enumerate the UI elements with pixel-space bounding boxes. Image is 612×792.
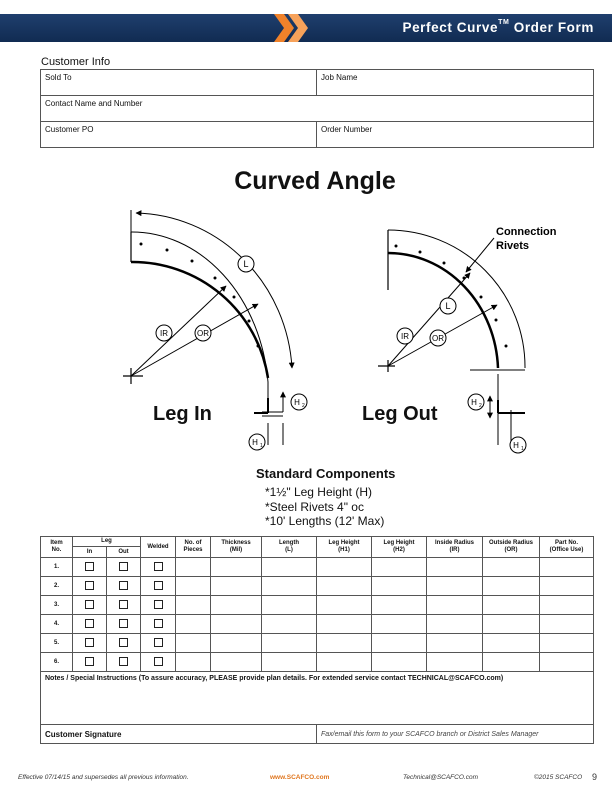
- contact-field[interactable]: Contact Name and Number: [41, 96, 594, 122]
- pieces-cell[interactable]: [176, 634, 211, 653]
- thickness-cell[interactable]: [211, 615, 262, 634]
- row-number: 3.: [41, 596, 73, 615]
- or-cell[interactable]: [483, 634, 540, 653]
- page-header-title: Perfect Curve™ Order Form: [402, 19, 594, 35]
- thickness-cell[interactable]: [211, 577, 262, 596]
- leg-out-checkbox[interactable]: [107, 653, 141, 672]
- length-cell[interactable]: [262, 558, 317, 577]
- leg-height-h2-header: Leg Height (H2): [372, 537, 427, 558]
- table-row: [41, 596, 594, 615]
- leg-in-ir-label: IR: [160, 329, 168, 338]
- order-table: [40, 536, 594, 744]
- thickness-cell[interactable]: [211, 653, 262, 672]
- welded-checkbox[interactable]: [141, 653, 176, 672]
- leg-in-checkbox[interactable]: [73, 615, 107, 634]
- pieces-cell[interactable]: [176, 615, 211, 634]
- h2-cell[interactable]: [372, 577, 427, 596]
- leg-in-checkbox[interactable]: [73, 577, 107, 596]
- table-row: [41, 577, 594, 596]
- leg-in-h1-sub: 1: [260, 443, 263, 449]
- leg-in-checkbox[interactable]: [73, 634, 107, 653]
- table-row: [41, 558, 594, 577]
- pieces-header: No. of Pieces: [176, 537, 211, 558]
- footer-copyright: ©2015 SCAFCO: [534, 774, 583, 781]
- length-cell[interactable]: [262, 596, 317, 615]
- leg-out-or-label: OR: [432, 334, 444, 343]
- ir-cell[interactable]: [427, 653, 483, 672]
- leg-out-checkbox[interactable]: [107, 577, 141, 596]
- leg-out-checkbox[interactable]: [107, 615, 141, 634]
- leg-out-label: Leg Out: [362, 403, 438, 425]
- pieces-cell[interactable]: [176, 558, 211, 577]
- leg-out-h2-sub: 2: [479, 403, 482, 409]
- h2-cell[interactable]: [372, 653, 427, 672]
- notes-field[interactable]: [41, 672, 594, 725]
- curved-angle-diagram: [0, 200, 612, 465]
- h1-cell[interactable]: [317, 577, 372, 596]
- h1-cell[interactable]: [317, 596, 372, 615]
- thickness-header: Thickness (Mil): [211, 537, 262, 558]
- part-no-cell[interactable]: [540, 653, 594, 672]
- ir-cell[interactable]: [427, 615, 483, 634]
- row-number: 5.: [41, 634, 73, 653]
- footer-email-link[interactable]: Technical@SCAFCO.com: [403, 774, 478, 781]
- footer-website-link[interactable]: www.SCAFCO.com: [270, 774, 330, 781]
- leg-in-label: Leg In: [153, 403, 212, 425]
- table-row: [41, 615, 594, 634]
- row-number: 4.: [41, 615, 73, 634]
- row-number: 2.: [41, 577, 73, 596]
- h2-cell[interactable]: [372, 615, 427, 634]
- leg-in-checkbox[interactable]: [73, 596, 107, 615]
- leg-out-checkbox[interactable]: [107, 634, 141, 653]
- row-number: 1.: [41, 558, 73, 577]
- welded-checkbox[interactable]: [141, 558, 176, 577]
- leg-in-or-label: OR: [197, 329, 209, 338]
- welded-header: Welded: [141, 537, 176, 558]
- leg-out-header: Out: [107, 547, 141, 558]
- order-number-field[interactable]: Order Number: [317, 122, 594, 148]
- part-no-cell[interactable]: [540, 596, 594, 615]
- ir-cell[interactable]: [427, 577, 483, 596]
- part-no-cell[interactable]: [540, 634, 594, 653]
- h2-cell[interactable]: [372, 558, 427, 577]
- sold-to-field[interactable]: Sold To: [41, 70, 317, 96]
- pieces-cell[interactable]: [176, 653, 211, 672]
- h2-cell[interactable]: [372, 596, 427, 615]
- leg-out-h1-sub: 1: [521, 446, 524, 452]
- leg-in-h2-label: H: [294, 398, 300, 407]
- pieces-cell[interactable]: [176, 596, 211, 615]
- ir-cell[interactable]: [427, 558, 483, 577]
- chevron-logo-icon: [272, 14, 312, 42]
- leg-out-l-label: L: [445, 301, 451, 311]
- thickness-cell[interactable]: [211, 558, 262, 577]
- pieces-cell[interactable]: [176, 577, 211, 596]
- welded-checkbox[interactable]: [141, 577, 176, 596]
- ir-cell[interactable]: [427, 634, 483, 653]
- standard-component-item: *1½" Leg Height (H): [265, 485, 372, 499]
- inside-radius-header: Inside Radius (IR): [427, 537, 483, 558]
- h2-cell[interactable]: [372, 634, 427, 653]
- or-cell[interactable]: [483, 596, 540, 615]
- leg-out-checkbox[interactable]: [107, 558, 141, 577]
- part-no-cell[interactable]: [540, 615, 594, 634]
- outside-radius-header: Outside Radius (OR): [483, 537, 540, 558]
- leg-in-checkbox[interactable]: [73, 558, 107, 577]
- h1-cell[interactable]: [317, 634, 372, 653]
- fax-note: Fax/email this form to your SCAFCO branch or District Sales Manager: [317, 725, 594, 744]
- leg-header: Leg: [73, 537, 141, 547]
- ir-cell[interactable]: [427, 596, 483, 615]
- connection-rivets-label-1: Connection: [496, 226, 557, 238]
- or-cell[interactable]: [483, 615, 540, 634]
- signature-label: Customer Signature: [45, 729, 122, 739]
- h1-cell[interactable]: [317, 653, 372, 672]
- notes-label: Notes / Special Instructions (To assure accuracy, PLEASE provide plan details. For extended service contact TECHNICAL@SCAFCO.com): [45, 675, 504, 682]
- leg-out-checkbox[interactable]: [107, 596, 141, 615]
- length-cell[interactable]: [262, 634, 317, 653]
- customer-po-field[interactable]: Customer PO: [41, 122, 317, 148]
- h1-cell[interactable]: [317, 558, 372, 577]
- welded-checkbox[interactable]: [141, 596, 176, 615]
- standard-component-item: *Steel Rivets 4" oc: [265, 500, 364, 514]
- standard-components-title: Standard Components: [256, 466, 396, 481]
- item-no-header: Item No.: [41, 537, 73, 558]
- welded-checkbox[interactable]: [141, 615, 176, 634]
- welded-checkbox[interactable]: [141, 634, 176, 653]
- table-row: [41, 634, 594, 653]
- leg-out-ir-label: IR: [401, 332, 409, 341]
- leg-out-h1-label: H: [513, 441, 519, 450]
- signature-field[interactable]: [41, 725, 317, 744]
- leg-in-l-label: L: [243, 259, 249, 269]
- or-cell[interactable]: [483, 577, 540, 596]
- length-cell[interactable]: [262, 615, 317, 634]
- page-title: Curved Angle: [234, 167, 396, 195]
- part-no-cell[interactable]: [540, 577, 594, 596]
- connection-rivets-label-2: Rivets: [496, 240, 530, 252]
- job-name-field[interactable]: Job Name: [317, 70, 594, 96]
- leg-in-header: In: [73, 547, 107, 558]
- row-number: 6.: [41, 653, 73, 672]
- or-cell[interactable]: [483, 558, 540, 577]
- leg-out-h2-label: H: [471, 398, 477, 407]
- thickness-cell[interactable]: [211, 596, 262, 615]
- leg-in-h2-sub: 2: [302, 403, 305, 409]
- leg-height-h1-header: Leg Height (H1): [317, 537, 372, 558]
- table-row: [41, 653, 594, 672]
- page-number: 9: [592, 772, 598, 782]
- or-cell[interactable]: [483, 653, 540, 672]
- customer-info-label: Customer Info: [41, 56, 111, 68]
- footer-effective: Effective 07/14/15 and supersedes all previous information.: [18, 774, 189, 781]
- thickness-cell[interactable]: [211, 634, 262, 653]
- h1-cell[interactable]: [317, 615, 372, 634]
- length-cell[interactable]: [262, 653, 317, 672]
- leg-in-checkbox[interactable]: [73, 653, 107, 672]
- length-cell[interactable]: [262, 577, 317, 596]
- standard-component-item: *10' Lengths (12' Max): [265, 514, 385, 528]
- leg-in-h1-label: H: [252, 438, 258, 447]
- customer-info-table: [40, 69, 594, 148]
- part-no-cell[interactable]: [540, 558, 594, 577]
- length-header: Length (L): [262, 537, 317, 558]
- part-no-header: Part No. (Office Use): [540, 537, 594, 558]
